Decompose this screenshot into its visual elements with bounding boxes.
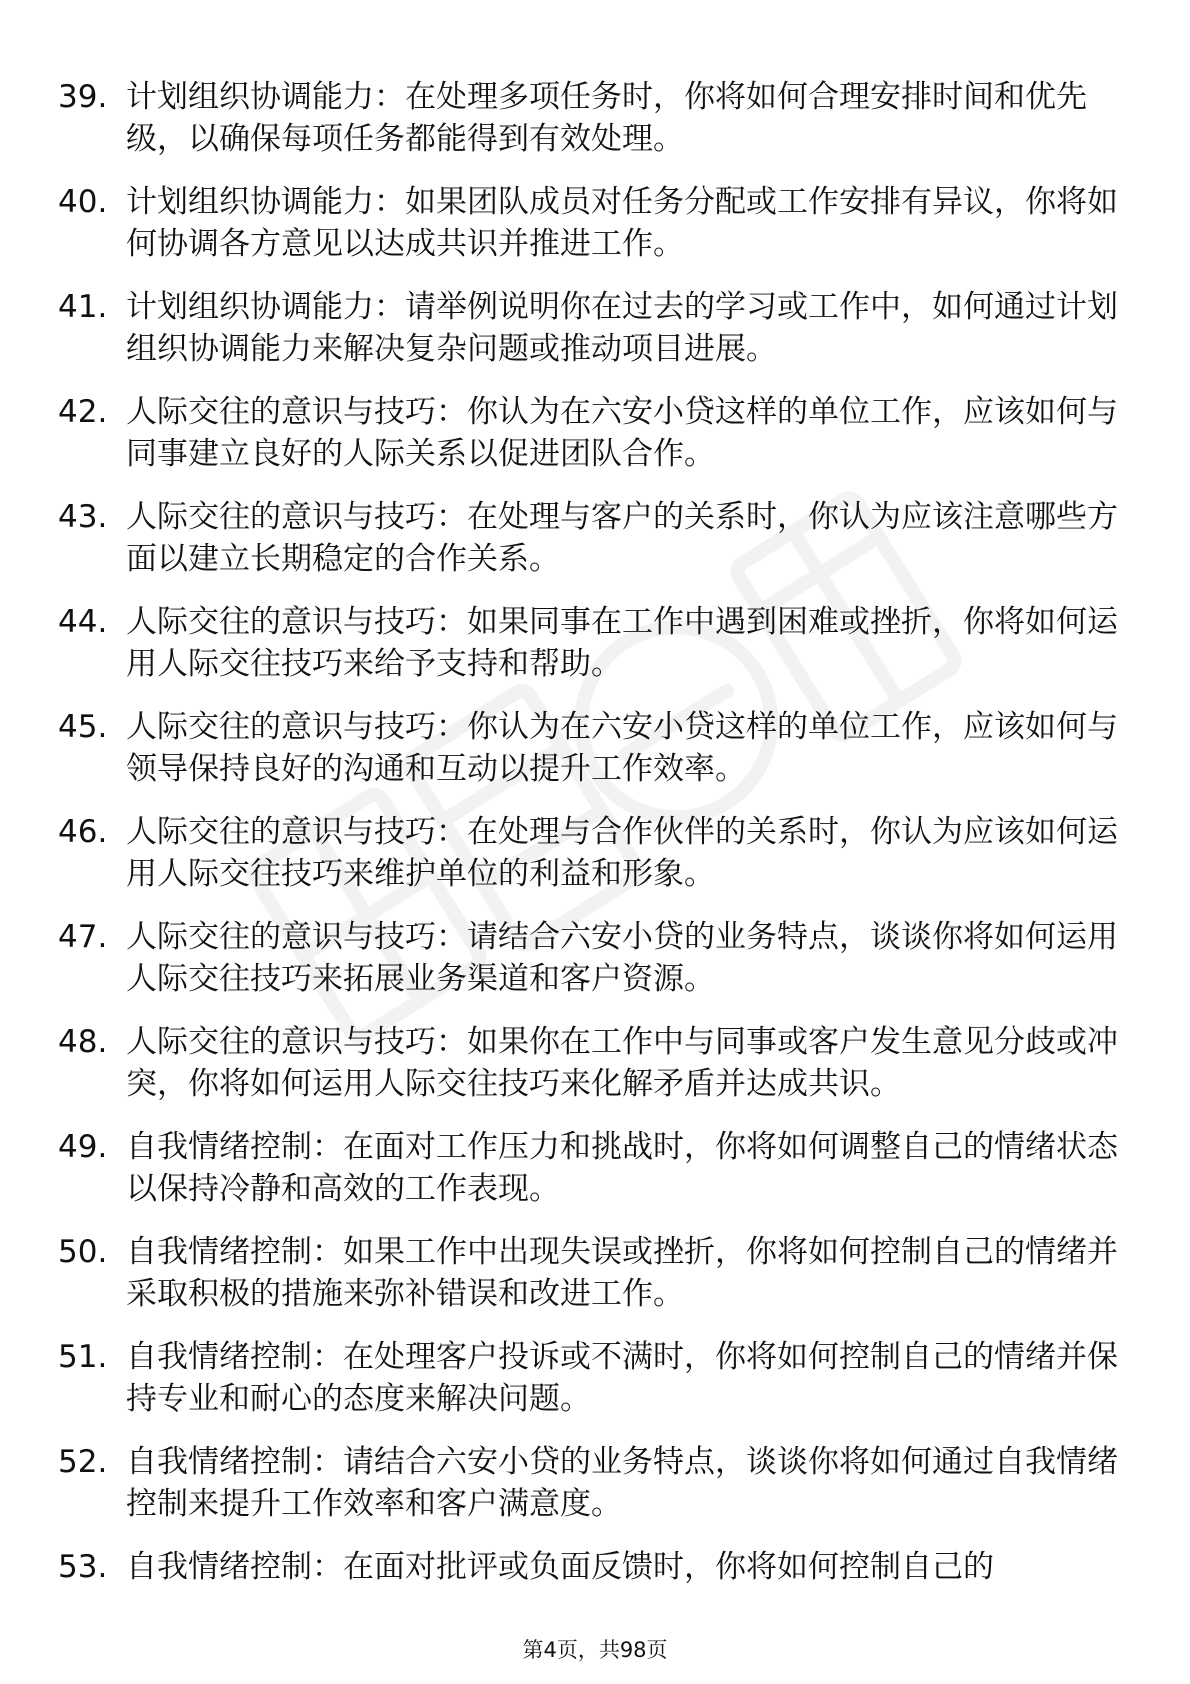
question-item — [58, 76, 1118, 160]
page-footer: 第4页，共98页 — [522, 1638, 668, 1662]
question-text: 计划组织协调能力：在处理多项任务时，你将如何合理安排时间和优先级，以确保每项任务都能得到有效处理。 — [126, 79, 1087, 157]
question-text: 自我情绪控制：在面对工作压力和挑战时，你将如何调整自己的情绪状态以保持冷静和高效的工作表现。 — [126, 1129, 1118, 1207]
question-number: 41. — [58, 289, 108, 325]
question-text: 人际交往的意识与技巧：请结合六安小贷的业务特点，谈谈你将如何运用人际交往技巧来拓展业务渠道和客户资源。 — [126, 919, 1118, 997]
question-text: 自我情绪控制：请结合六安小贷的业务特点，谈谈你将如何通过自我情绪控制来提升工作效率和客户满意度。 — [126, 1444, 1118, 1522]
question-number: 39. — [58, 79, 108, 115]
question-text: 人际交往的意识与技巧：你认为在六安小贷这样的单位工作，应该如何与领导保持良好的沟通和互动以提升工作效率。 — [126, 709, 1118, 787]
question-text: 计划组织协调能力：请举例说明你在过去的学习或工作中，如何通过计划组织协调能力来解决复杂问题或推动项目进展。 — [126, 289, 1118, 367]
question-text: 自我情绪控制：在面对批评或负面反馈时，你将如何控制自己的 — [126, 1549, 994, 1585]
question-number: 50. — [58, 1234, 108, 1270]
question-item — [58, 706, 1118, 790]
question-number: 42. — [58, 394, 108, 430]
question-text: 自我情绪控制：在处理客户投诉或不满时，你将如何控制自己的情绪并保持专业和耐心的态度来解决问题。 — [126, 1339, 1118, 1417]
question-number: 48. — [58, 1024, 108, 1060]
question-item — [58, 916, 1118, 1000]
question-text: 人际交往的意识与技巧：如果同事在工作中遇到困难或挫折，你将如何运用人际交往技巧来给予支持和帮助。 — [126, 604, 1118, 682]
question-text: 人际交往的意识与技巧：在处理与客户的关系时，你认为应该注意哪些方面以建立长期稳定的合作关系。 — [126, 499, 1118, 577]
question-item — [58, 1021, 1118, 1105]
question-number: 40. — [58, 184, 108, 220]
question-number: 47. — [58, 919, 108, 955]
question-item — [58, 286, 1118, 370]
question-item — [58, 496, 1118, 580]
question-item — [58, 811, 1118, 895]
question-item — [58, 181, 1118, 265]
question-item — [58, 1231, 1118, 1315]
question-number: 52. — [58, 1444, 108, 1480]
question-number: 49. — [58, 1129, 108, 1165]
question-text: 计划组织协调能力：如果团队成员对任务分配或工作安排有异议，你将如何协调各方意见以达成共识并推进工作。 — [126, 184, 1118, 262]
question-item — [58, 1441, 1118, 1525]
question-item — [58, 391, 1118, 475]
question-text: 人际交往的意识与技巧：在处理与合作伙伴的关系时，你认为应该如何运用人际交往技巧来维护单位的利益和形象。 — [126, 814, 1118, 892]
question-text: 人际交往的意识与技巧：如果你在工作中与同事或客户发生意见分歧或冲突，你将如何运用人际交往技巧来化解矛盾并达成共识。 — [126, 1024, 1118, 1102]
question-number: 46. — [58, 814, 108, 850]
question-number: 43. — [58, 499, 108, 535]
question-number: 44. — [58, 604, 108, 640]
question-text: 人际交往的意识与技巧：你认为在六安小贷这样的单位工作，应该如何与同事建立良好的人际关系以促进团队合作。 — [126, 394, 1118, 472]
question-number: 45. — [58, 709, 108, 745]
question-item — [58, 1546, 1118, 1588]
question-item — [58, 1126, 1118, 1210]
question-number: 53. — [58, 1549, 108, 1585]
question-item — [58, 1336, 1118, 1420]
question-number: 51. — [58, 1339, 108, 1375]
question-list — [58, 76, 1118, 1609]
question-item — [58, 601, 1118, 685]
question-text: 自我情绪控制：如果工作中出现失误或挫折，你将如何控制自己的情绪并采取积极的措施来弥补错误和改进工作。 — [126, 1234, 1118, 1312]
